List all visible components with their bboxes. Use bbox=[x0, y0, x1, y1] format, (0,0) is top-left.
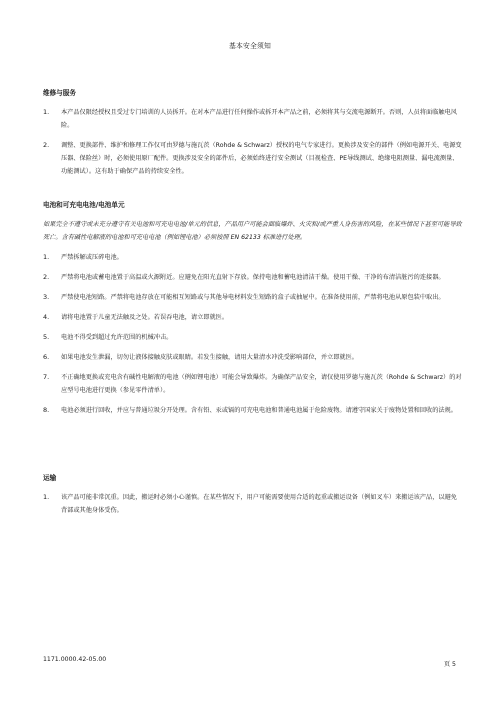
item-number: 6. bbox=[43, 353, 50, 361]
item-text: 该产品可能非常沉重。因此，搬运时必须小心谨慎。在某些情况下，用户可能需要使用合适的起重或搬运设备（例如叉车）来搬运该产品，以避免背部或其他身体受伤。 bbox=[61, 494, 457, 514]
item-text: 电池不得受到超过允许范围的机械冲击。 bbox=[61, 334, 173, 341]
section-heading: 维修与服务 bbox=[43, 89, 76, 97]
item-number: 1. bbox=[43, 253, 50, 261]
item-number: 1. bbox=[43, 108, 50, 116]
list-item bbox=[43, 371, 463, 397]
item-text: 严禁拆解或压碎电池。 bbox=[61, 254, 123, 261]
section-transport bbox=[43, 472, 463, 524]
list-item bbox=[43, 311, 463, 324]
list-item bbox=[43, 351, 463, 364]
list-item bbox=[43, 404, 463, 417]
section-intro-warning: 如果完全不遵守或未充分遵守有关电池和可充电电池/单元的信息，产品用户可能会面临爆炸、火灾和/或严重人身伤害的风险，在某些情况下甚至可能导致死亡。含有碱性电解液的电池和可充电电池（例如锂电池）必须按照 EN 62133 标准进行处理。 bbox=[43, 221, 462, 241]
list-item bbox=[43, 106, 463, 132]
list-item bbox=[43, 271, 463, 284]
item-text: 电池必须进行回收，并应与普通垃圾分开处理。含有铅、汞或镉的可充电电池和普通电池属于危险废物。请遵守国家关于废物处置和回收的法规。 bbox=[61, 407, 457, 414]
item-text: 本产品仅限经授权且受过专门培训的人员拆开。在对本产品进行任何操作或拆开本产品之前，必须将其与交流电源断开。否则，人员将面临触电风险。 bbox=[61, 109, 457, 129]
item-text: 请将电池置于儿童无法触及之处。若误吞电池，请立即就医。 bbox=[61, 314, 229, 321]
list-item bbox=[43, 331, 463, 344]
item-number: 5. bbox=[43, 333, 50, 341]
list-item bbox=[43, 291, 463, 304]
item-text: 调整、更换部件、维护和修理工作仅可由罗德与施瓦茨（Rohde & Schwarz）授权的电气专家进行。更换涉及安全的部件（例如电源开关、电源变压器、保险丝）时，必须使用原厂配件。更换涉及安全的部件后，必须始终进行安全测试（目视检查、PE导线测试、绝缘电阻测量、漏电流测量、功能测试）。这有助于确保产品的持续安全性。 bbox=[61, 142, 462, 175]
item-number: 7. bbox=[43, 373, 50, 381]
item-number: 8. bbox=[43, 406, 50, 414]
list-item bbox=[43, 139, 463, 178]
section-heading: 运输 bbox=[43, 474, 57, 482]
item-number: 2. bbox=[43, 273, 50, 281]
list-item bbox=[43, 491, 463, 517]
item-number: 1. bbox=[43, 493, 50, 501]
section-maintenance-service bbox=[43, 87, 463, 185]
item-number: 3. bbox=[43, 293, 50, 301]
page-number: 页 5 bbox=[443, 661, 456, 668]
section-heading: 电池和可充电电池/电池单元 bbox=[43, 201, 125, 209]
item-number: 4. bbox=[43, 313, 50, 321]
item-text: 不正确地更换或充电含有碱性电解液的电池（例如锂电池）可能会导致爆炸。为确保产品安全，请仅使用罗德与施瓦茨（Rohde & Schwarz）的对应型号电池进行更换（参见零件清单）。 bbox=[61, 374, 462, 394]
document-number: 1171.0000.42-05.00 bbox=[43, 656, 107, 663]
item-text: 严禁使电池短路。严禁将电池存放在可能相互短路或与其他导电材料发生短路的盒子或抽屉中。在准备使用前，严禁将电池从原包装中取出。 bbox=[61, 294, 445, 301]
item-text: 严禁将电池或蓄电池置于高温或火源附近。应避免在阳光直射下存放。保持电池和蓄电池清洁干燥。使用干燥、干净的布清洁脏污的连接器。 bbox=[61, 274, 445, 281]
list-item bbox=[43, 251, 463, 264]
item-text: 如果电池发生泄漏，切勿让液体接触皮肤或眼睛。若发生接触，请用大量清水冲洗受影响部位，并立即就医。 bbox=[61, 354, 358, 361]
item-number: 2. bbox=[43, 141, 50, 149]
section-batteries bbox=[43, 199, 463, 424]
page-header-title: 基本安全须知 bbox=[229, 42, 271, 50]
